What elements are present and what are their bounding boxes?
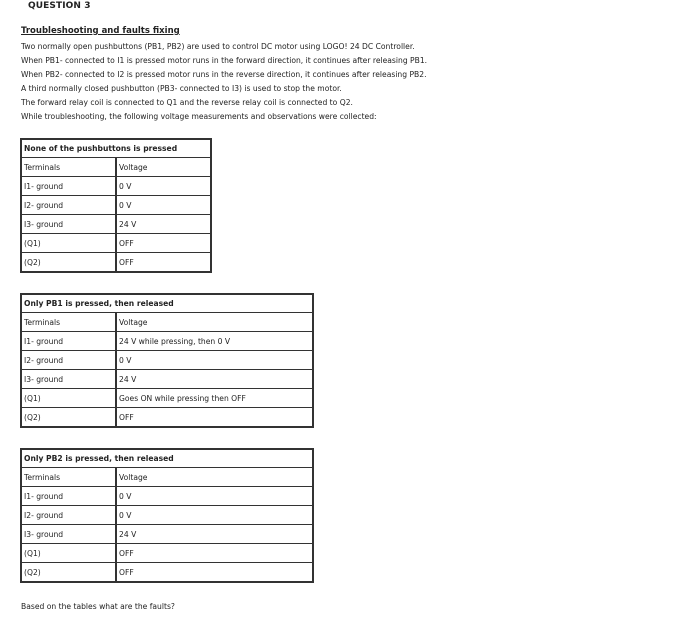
table-row <box>21 215 211 234</box>
table-row <box>21 253 211 273</box>
table-row <box>21 487 313 506</box>
terminal-cell: (Q2) <box>21 563 116 583</box>
voltage-cell: OFF <box>116 544 313 563</box>
table-row <box>21 525 313 544</box>
table-caption: Only PB2 is pressed, then released <box>21 449 313 468</box>
voltage-cell: 0 V <box>116 351 313 370</box>
terminal-cell: I1- ground <box>21 332 116 351</box>
terminal-cell: I3- ground <box>21 525 116 544</box>
table-row <box>21 408 313 428</box>
voltage-cell: 0 V <box>116 196 211 215</box>
terminal-cell: I2- ground <box>21 506 116 525</box>
table-row <box>21 234 211 253</box>
table-row <box>21 544 313 563</box>
description-line: A third normally closed pushbutton (PB3- connected to I3) is used to stop the motor. <box>21 84 342 93</box>
table-row <box>21 389 313 408</box>
terminal-cell: (Q1) <box>21 544 116 563</box>
table-row <box>21 196 211 215</box>
terminal-cell: (Q1) <box>21 389 116 408</box>
description-line: The forward relay coil is connected to Q1 and the reverse relay coil is connected to Q2. <box>21 98 353 107</box>
terminal-cell: I3- ground <box>21 215 116 234</box>
voltage-cell: 0 V <box>116 487 313 506</box>
question-title: QUESTION 3 <box>28 1 91 11</box>
question-text: Based on the tables what are the faults? <box>21 602 175 611</box>
header-terminals: Terminals <box>21 468 116 487</box>
voltage-cell: 24 V while pressing, then 0 V <box>116 332 313 351</box>
table-no-button-pressed <box>20 138 212 273</box>
header-terminals: Terminals <box>21 313 116 332</box>
voltage-cell: OFF <box>116 234 211 253</box>
terminal-cell: (Q2) <box>21 253 116 273</box>
terminal-cell: (Q1) <box>21 234 116 253</box>
table-caption: None of the pushbuttons is pressed <box>21 139 211 158</box>
problem-description <box>21 40 427 124</box>
table-row <box>21 332 313 351</box>
header-voltage: Voltage <box>116 313 313 332</box>
table-row <box>21 506 313 525</box>
table-row <box>21 351 313 370</box>
header-terminals: Terminals <box>21 158 116 177</box>
table-caption: Only PB1 is pressed, then released <box>21 294 313 313</box>
terminal-cell: I1- ground <box>21 487 116 506</box>
terminal-cell: I2- ground <box>21 196 116 215</box>
header-voltage: Voltage <box>116 158 211 177</box>
voltage-cell: OFF <box>116 408 313 428</box>
table-pb2-pressed <box>20 448 314 583</box>
terminal-cell: I1- ground <box>21 177 116 196</box>
voltage-cell: OFF <box>116 253 211 273</box>
table-header-row <box>21 468 313 487</box>
table-row <box>21 370 313 389</box>
section-heading: Troubleshooting and faults fixing <box>21 26 180 36</box>
voltage-cell: OFF <box>116 563 313 583</box>
table-row <box>21 177 211 196</box>
voltage-cell: 24 V <box>116 370 313 389</box>
table-pb1-pressed <box>20 293 314 428</box>
description-line: Two normally open pushbuttons (PB1, PB2) are used to control DC motor using LOGO! 24 DC Controller. <box>21 42 415 51</box>
description-line: When PB1- connected to I1 is pressed motor runs in the forward direction, it continues after releasing PB1. <box>21 56 428 65</box>
voltage-cell: 24 V <box>116 525 313 544</box>
description-line: While troubleshooting, the following voltage measurements and observations were collected: <box>21 112 377 121</box>
voltage-cell: 0 V <box>116 177 211 196</box>
terminal-cell: I3- ground <box>21 370 116 389</box>
table-row <box>21 563 313 583</box>
description-line: When PB2- connected to I2 is pressed motor runs in the reverse direction, it continues after releasing PB2. <box>21 70 427 79</box>
terminal-cell: (Q2) <box>21 408 116 428</box>
table-header-row <box>21 313 313 332</box>
table-header-row <box>21 158 211 177</box>
voltage-cell: 24 V <box>116 215 211 234</box>
voltage-cell: 0 V <box>116 506 313 525</box>
voltage-cell: Goes ON while pressing then OFF <box>116 389 313 408</box>
terminal-cell: I2- ground <box>21 351 116 370</box>
header-voltage: Voltage <box>116 468 313 487</box>
